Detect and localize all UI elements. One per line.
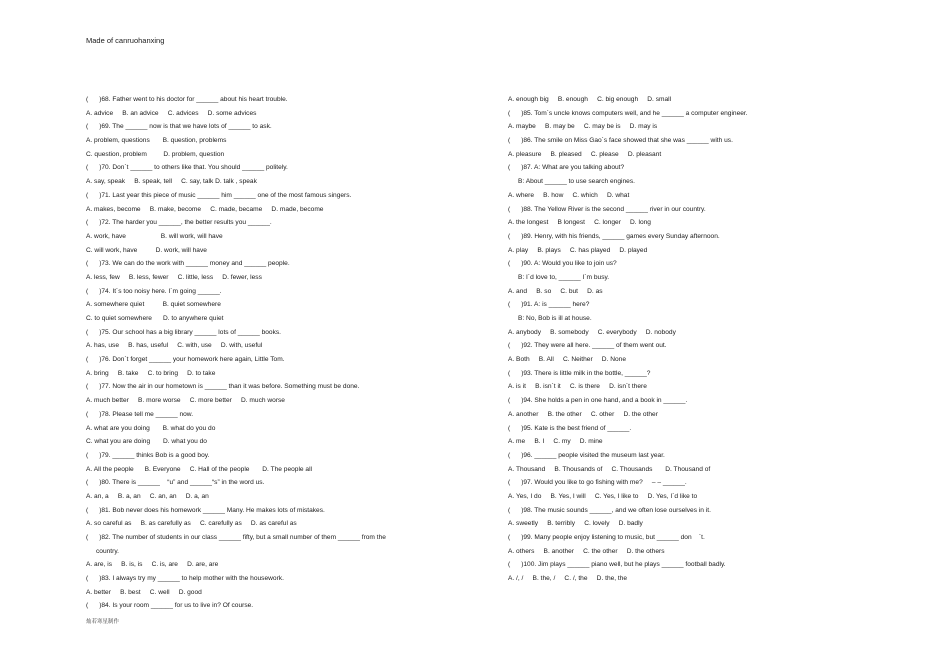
question-continuation: B: About ______ to use search engines. xyxy=(518,178,635,186)
question-line: ( )83. I always try my ______ to help mother with the housework. xyxy=(86,575,284,583)
page-header: Made of canruohanxing xyxy=(86,36,165,45)
question-line: ( )80. There is ______ “u” and ______“s” in the word us. xyxy=(86,479,265,487)
answer-options: A. enough big B. enough C. big enough D. small xyxy=(508,96,672,103)
answer-options: A. where B. how C. which D. what xyxy=(508,191,630,199)
question-line: ( )94. She holds a pen in one hand, and a book in ______. xyxy=(508,397,688,405)
question-line: ( )96. ______ people visited the museum last year. xyxy=(508,451,665,459)
question-line: ( )73. We can do the work with ______ money and ______ people. xyxy=(86,260,290,268)
question-line: ( )77. Now the air in our hometown is ______ than it was before. Something must be done. xyxy=(86,383,360,391)
question-line: ( )71. Last year this piece of music ______ him ______ one of the most famous singers. xyxy=(86,191,352,199)
question-line: ( )72. The harder you ______, the better results you ______. xyxy=(86,219,272,227)
question-line: ( )93. There is little milk in the bottle, ______? xyxy=(508,369,651,377)
question-line: ( )78. Please tell me ______ now. xyxy=(86,410,194,418)
right-column xyxy=(508,93,868,586)
question-line: ( )79. ______ thinks Bob is a good boy. xyxy=(86,451,210,459)
answer-options: A. All the people B. Everyone C. Hall of the people D. The people all xyxy=(86,465,313,473)
question-line: ( )84. Is your room ______ for us to live in? Of course. xyxy=(86,602,254,610)
answer-options: C. what you are doing D. what you do xyxy=(86,438,207,446)
question-line: ( )99. Many people enjoy listening to music, but ______ don ´t. xyxy=(508,534,705,541)
question-line: ( )85. Tom´s uncle knows computers well, and he ______ a computer engineer. xyxy=(508,109,748,117)
answer-options: A. much better B. more worse C. more better D. much worse xyxy=(86,397,285,405)
answer-options: A. say, speak B. speak, tell C. say, talk D. talk , speak xyxy=(86,178,257,186)
question-line: ( )86. The smile on Miss Gao´s face showed that she was ______ with us. xyxy=(508,137,733,145)
answer-options: A. anybody B. somebody C. everybody D. nobody xyxy=(508,328,676,336)
answer-options: A. are, is B. is, is C. is, are D. are, are xyxy=(86,561,219,569)
question-line: ( )95. Kate is the best friend of ______. xyxy=(508,424,632,432)
question-line: ( )87. A: What are you talking about? xyxy=(508,164,625,172)
answer-options: A. maybe B. may be C. may be is D. may is xyxy=(508,123,658,131)
answer-options: A. play B. plays C. has played D. played xyxy=(508,246,648,254)
answer-options: A. an, a B. a, an C. an, an D. a, an xyxy=(86,492,209,500)
answer-options: A. /, / B. the, / C. /, the D. the, the xyxy=(508,575,628,583)
answer-options: A. sweetly B. terribly C. lovely D. badly xyxy=(508,520,643,528)
question-line: ( )74. It´s too noisy here. I´m going ______. xyxy=(86,287,222,295)
answer-options: A. another B. the other C. other D. the other xyxy=(508,410,658,418)
question-line: ( )70. Don´t ______ to others like that. You should ______ politely. xyxy=(86,164,288,172)
answer-options: C. to quiet somewhere D. to anywhere quiet xyxy=(86,315,224,322)
question-continuation: B: I´d love to, ______ I´m busy. xyxy=(518,273,610,281)
question-line: ( )88. The Yellow River is the second ______ river in our country. xyxy=(508,205,706,213)
answer-options: A. what are you doing B. what do you do xyxy=(86,424,216,432)
question-line: ( )98. The music sounds ______, and we often lose ourselves in it. xyxy=(508,506,711,514)
question-line: ( )69. The ______ now is that we have lots of ______ to ask. xyxy=(86,123,272,131)
question-line: ( )75. Our school has a big library ______ lots of ______ books. xyxy=(86,328,281,336)
question-line: ( )81. Bob never does his homework ______ Many. He makes lots of mistakes. xyxy=(86,506,325,514)
answer-options: A. has, use B. has, useful C. with, use D. with, useful xyxy=(86,342,263,350)
answer-options: C. will work, have D. work, will have xyxy=(86,246,207,254)
left-column xyxy=(86,93,446,613)
answer-options: A. somewhere quiet B. quiet somewhere xyxy=(86,301,221,309)
answer-options: A. work, have B. will work, will have xyxy=(86,232,223,240)
question-line: ( )90. A: Would you like to join us? xyxy=(508,260,617,268)
question-line: ( )100. Jim plays ______ piano well, but he plays ______ football badly. xyxy=(508,561,726,569)
question-continuation: B: No, Bob is ill at house. xyxy=(518,315,592,322)
answer-options: A. pleasure B. pleased C. please D. pleasant xyxy=(508,150,662,158)
answer-options: A. Thousand B. Thousands of C. Thousands D. Thousand of xyxy=(508,465,711,473)
answer-options: A. less, few B. less, fewer C. little, less D. fewer, less xyxy=(86,273,262,281)
question-line: ( )97. Would you like to go fishing with me? – – ______. xyxy=(508,479,687,487)
answer-options: A. Yes, I do B. Yes, I will C. Yes, I like to D. Yes, I´d like to xyxy=(508,492,698,500)
answer-options: A. others B. another C. the other D. the others xyxy=(508,547,665,555)
answer-options: A. is it B. isn´t it C. is there D. isn´t there xyxy=(508,383,647,391)
answer-options: A. and B. so C. but D. as xyxy=(508,287,603,295)
answer-options: C. question, problem D. problem, question xyxy=(86,150,225,158)
answer-options: A. better B. best C. well D. good xyxy=(86,588,202,596)
question-line: ( )91. A: is ______ here? xyxy=(508,301,590,309)
question-line: ( )82. The number of students in our class ______ fifty, but a small number of them ______ from the xyxy=(86,534,386,541)
answer-options: A. me B. I C. my D. mine xyxy=(508,438,603,446)
question-line: ( )68. Father went to his doctor for ______ about his heart trouble. xyxy=(86,96,288,103)
answer-options: A. the longest B longest C. longer D. long xyxy=(508,219,651,227)
answer-options: A. problem, questions B. question, problems xyxy=(86,137,227,145)
question-continuation: country. xyxy=(96,547,119,555)
answer-options: A. Both B. All C. Neither D. None xyxy=(508,356,627,364)
answer-options: A. so careful as B. as carefully as C. carefully as D. as careful as xyxy=(86,520,297,528)
question-line: ( )76. Don´t forget ______ your homework here again, Little Tom. xyxy=(86,356,285,364)
answer-options: A. bring B. take C. to bring D. to take xyxy=(86,369,216,377)
question-line: ( )89. Henry, with his friends, ______ games every Sunday afternoon. xyxy=(508,232,720,240)
page-footer: 灿若寒星制作 xyxy=(86,619,120,625)
question-line: ( )92. They were all here. ______ of them went out. xyxy=(508,342,667,350)
answer-options: A. advice B. an advice C. advices D. some advices xyxy=(86,109,257,117)
answer-options: A. makes, become B. make, become C. made, became D. made, become xyxy=(86,205,324,213)
